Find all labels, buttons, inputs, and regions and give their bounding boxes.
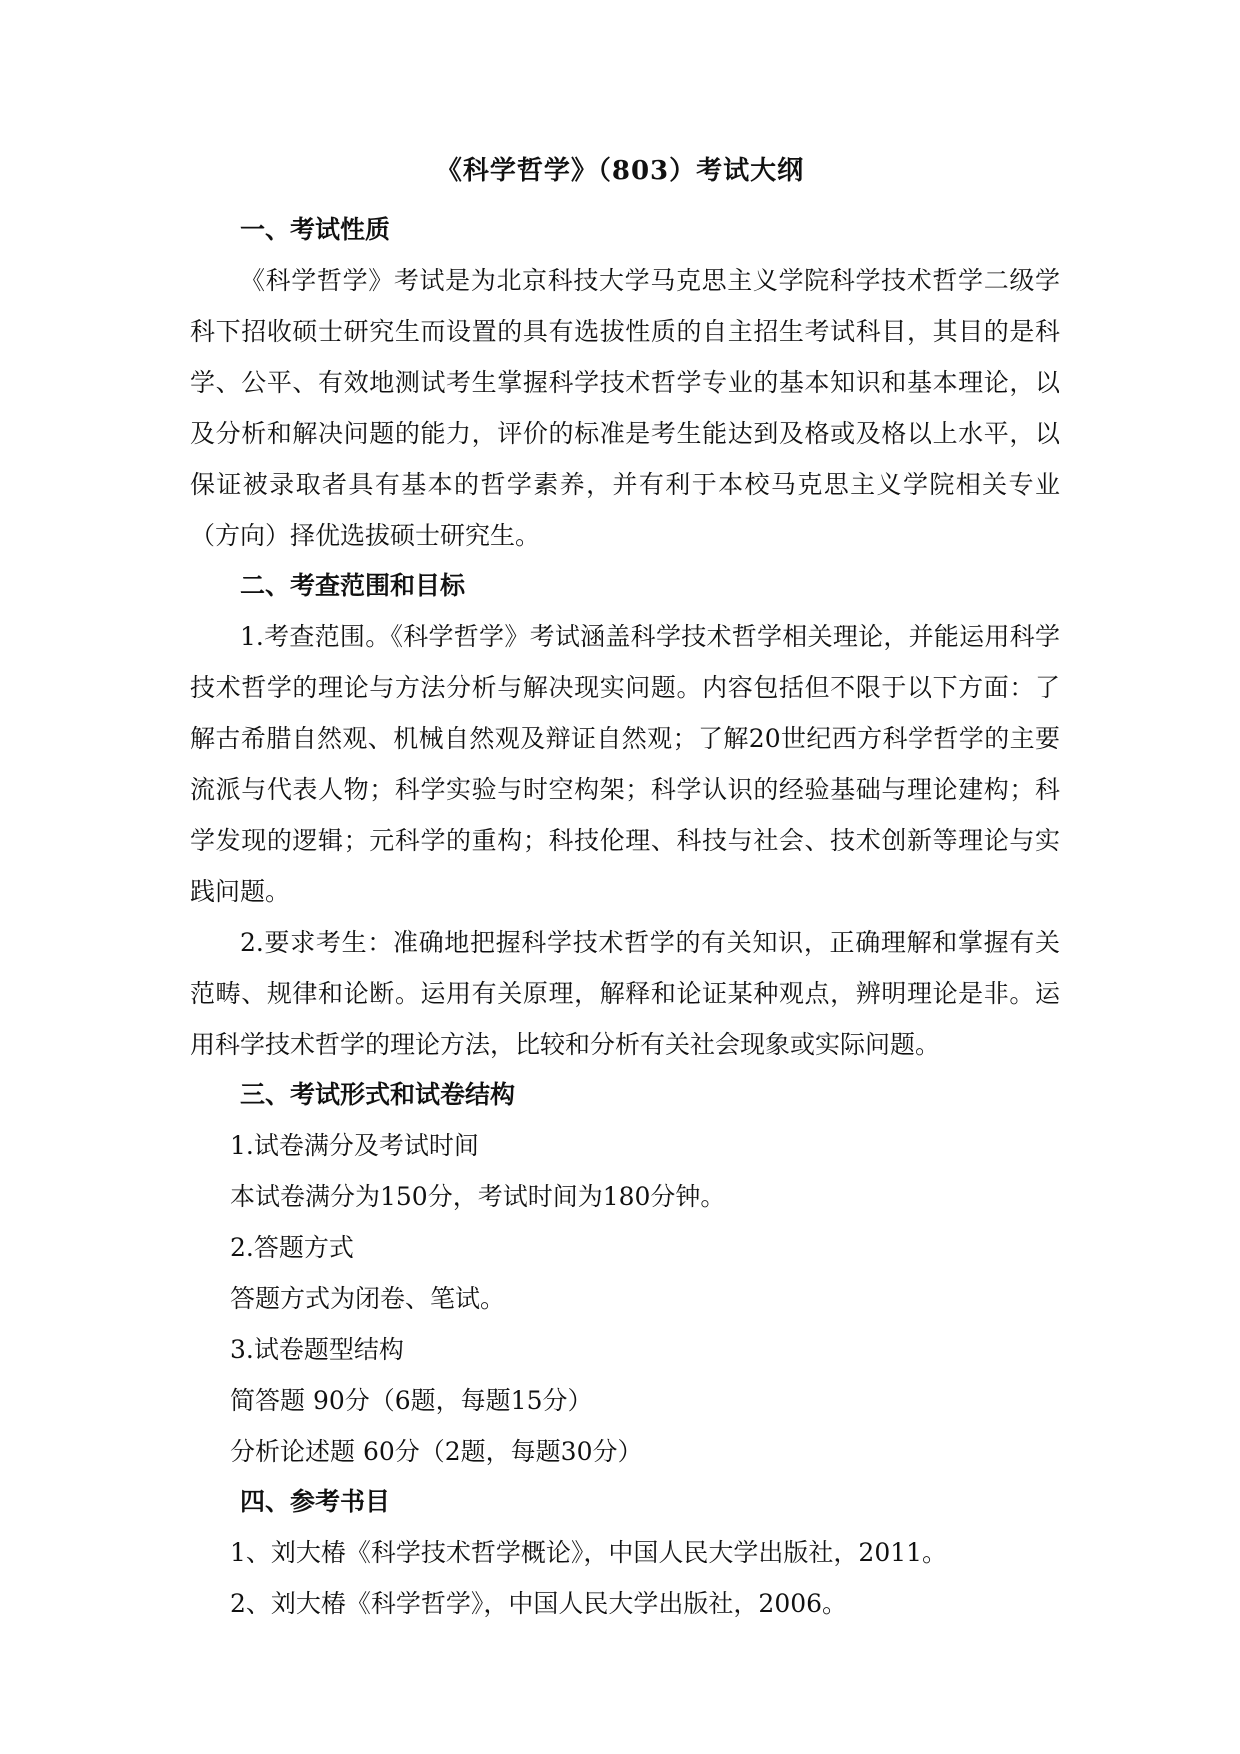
item-answer-mode-title: 2.答题方式 bbox=[230, 1233, 354, 1262]
item-question-short-answer: 简答题 90分（6题，每题15分） bbox=[230, 1386, 593, 1415]
document-title: 《科学哲学》（803）考试大纲 bbox=[435, 156, 805, 186]
document-body bbox=[190, 205, 1060, 1629]
item-score-time-text: 本试卷满分为150分，考试时间为180分钟。 bbox=[230, 1182, 726, 1211]
section-heading-nature: 一、考试性质 bbox=[240, 215, 391, 244]
item-question-essay: 分析论述题 60分（2题，每题30分） bbox=[230, 1437, 643, 1466]
paragraph-requirements: 2.要求考生：准确地把握科学技术哲学的有关知识，正确理解和掌握有关范畴、规律和论断。运用有关原理，解释和论证某种观点，辨明理论是非。运用科学技术哲学的理论方法，比较和分析有关社会现象或实际问题。 bbox=[190, 928, 1060, 1059]
section-heading-format: 三、考试形式和试卷结构 bbox=[240, 1080, 516, 1109]
reference-item-1: 1、刘大椿《科学技术哲学概论》，中国人民大学出版社，2011。 bbox=[230, 1538, 948, 1567]
reference-item-2: 2、刘大椿《科学哲学》，中国人民大学出版社，2006。 bbox=[230, 1589, 848, 1618]
item-score-time-title: 1.试卷满分及考试时间 bbox=[230, 1131, 479, 1160]
section-heading-scope: 二、考查范围和目标 bbox=[240, 571, 466, 600]
paragraph-scope: 1.考查范围。《科学哲学》考试涵盖科学技术哲学相关理论，并能运用科学技术哲学的理论与方法分析与解决现实问题。内容包括但不限于以下方面：了解古希腊自然观、机械自然观及辩证自然观；了解20世纪西方科学哲学的主要流派与代表人物；科学实验与时空构架；科学认识的经验基础与理论建构；科学发现的逻辑；元科学的重构；科技伦理、科技与社会、技术创新等理论与实践问题。 bbox=[190, 622, 1060, 906]
item-answer-mode-text: 答题方式为闭卷、笔试。 bbox=[230, 1284, 506, 1313]
item-question-types-title: 3.试卷题型结构 bbox=[230, 1335, 404, 1364]
section-heading-references: 四、参考书目 bbox=[240, 1487, 391, 1516]
paragraph-nature: 《科学哲学》考试是为北京科技大学马克思主义学院科学技术哲学二级学科下招收硕士研究生而设置的具有选拔性质的自主招生考试科目，其目的是科学、公平、有效地测试考生掌握科学技术哲学专业的基本知识和基本理论，以及分析和解决问题的能力，评价的标准是考生能达到及格或及格以上水平，以保证被录取者具有基本的哲学素养，并有利于本校马克思主义学院相关专业（方向）择优选拔硕士研究生。 bbox=[190, 266, 1060, 550]
